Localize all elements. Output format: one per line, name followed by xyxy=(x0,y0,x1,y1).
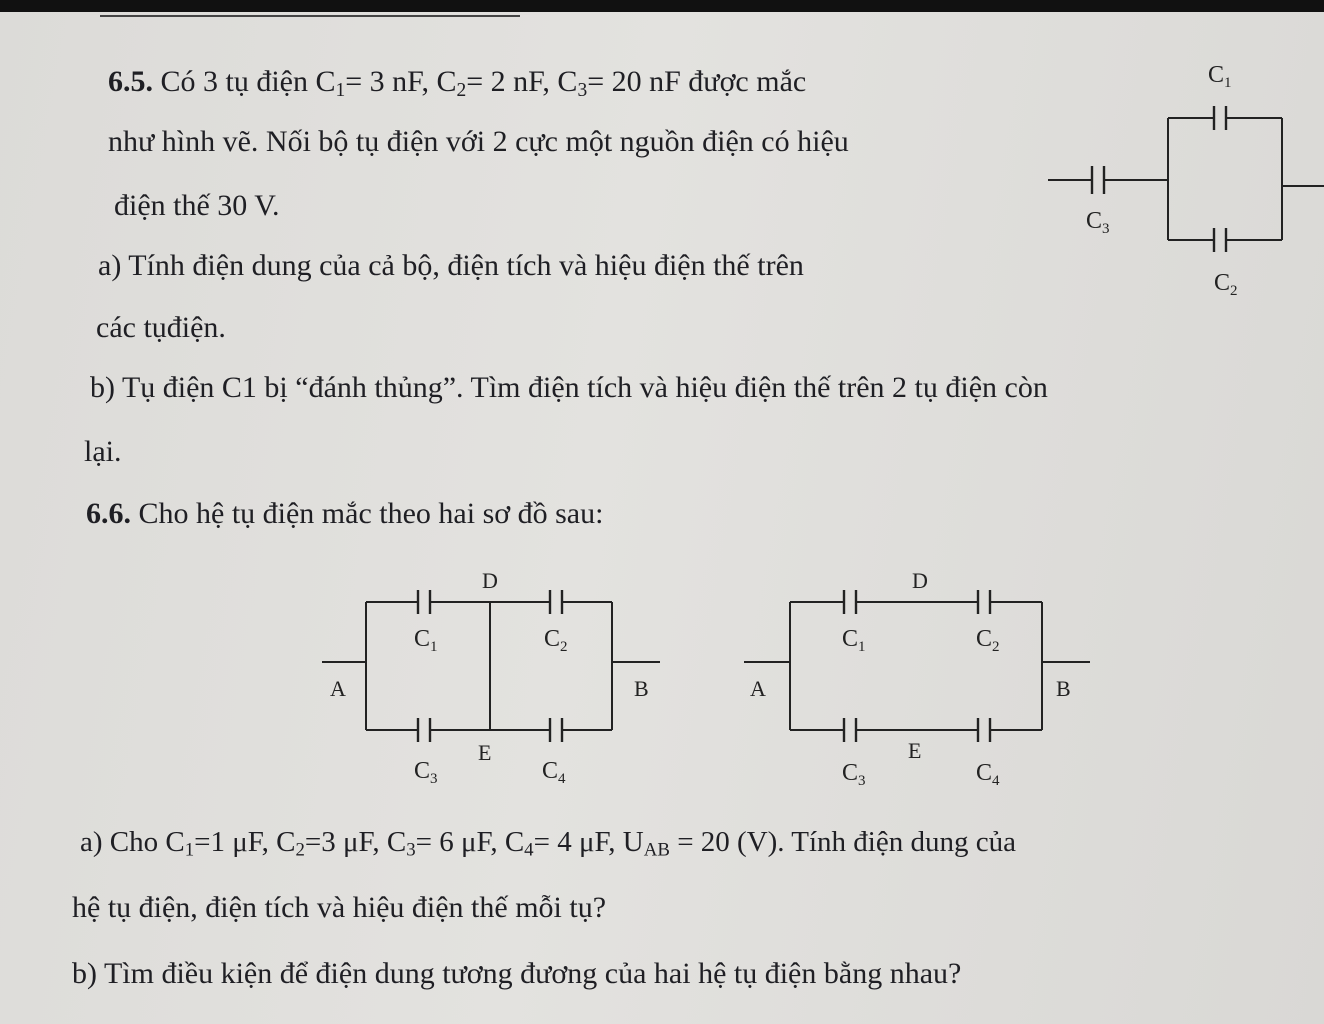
label-e: E xyxy=(908,738,922,763)
p66-circuit-left xyxy=(318,560,668,800)
label-c3: $C_3$ xyxy=(1086,208,1110,237)
label-a: A xyxy=(750,676,766,701)
p66-circuit-right xyxy=(740,560,1100,800)
p65-question-b: b) Tụ điện C1 bị “đánh thủng”. Tìm điện tích và hiệu điện thế trên 2 tụ điện còn xyxy=(90,371,1048,404)
label-c2: $C_2$ xyxy=(976,626,1000,655)
label-b: B xyxy=(1056,676,1071,701)
top-rule xyxy=(100,15,520,17)
label-c2: $C_2$ xyxy=(1214,270,1238,299)
label-c3: $C_3$ xyxy=(414,758,438,787)
label-c1: $C_1$ xyxy=(1208,62,1232,91)
p66-number: 6.6. xyxy=(86,497,131,530)
label-a: A xyxy=(330,676,346,701)
p66-intro: 6.6. Cho hệ tụ điện mắc theo hai sơ đồ sau: xyxy=(86,497,604,530)
p65-line3: điện thế 30 V. xyxy=(114,189,280,222)
p66-question-b: b) Tìm điều kiện để điện dung tương đương của hai hệ tụ điện bằng nhau? xyxy=(72,957,962,990)
p66-question-a-cont: hệ tụ điện, điện tích và hiệu điện thế mỗi tụ? xyxy=(72,891,607,924)
label-c1: $C_1$ xyxy=(414,626,438,655)
p65-line1: 6.5. Có 3 tụ điện $C_1= 3$ nF, $C_2= 2$ nF, $C_3= 20$ nF được mắc xyxy=(108,65,807,101)
label-c4: $C_4$ xyxy=(976,760,1000,789)
p65-line7: lại. xyxy=(84,435,122,468)
p65-question-a: a) Tính điện dung của cả bộ, điện tích và hiệu điện thế trên xyxy=(98,249,804,282)
label-c1: $C_1$ xyxy=(842,626,866,655)
label-d: D xyxy=(912,568,928,593)
label-c3: $C_3$ xyxy=(842,760,866,789)
label-d: D xyxy=(482,568,498,593)
p65-line2: như hình vẽ. Nối bộ tụ điện với 2 cực một nguồn điện có hiệu xyxy=(108,125,849,158)
label-b: B xyxy=(634,676,649,701)
p66-question-a: a) Cho $C_1=1$ μF, $C_2=3$ μF, $C_3= 6$ μF, $C_4= 4$ μF, $U_{AB} = 20$ (V). Tính điện dung của xyxy=(80,826,1016,861)
label-e: E xyxy=(478,740,492,765)
p65-number: 6.5. xyxy=(108,65,153,98)
p65-line5: các tụđiện. xyxy=(96,311,226,344)
top-edge-shadow xyxy=(0,0,1324,12)
p65-circuit-figure xyxy=(1040,56,1324,306)
label-c2: $C_2$ xyxy=(544,626,568,655)
label-c4: $C_4$ xyxy=(542,758,566,787)
